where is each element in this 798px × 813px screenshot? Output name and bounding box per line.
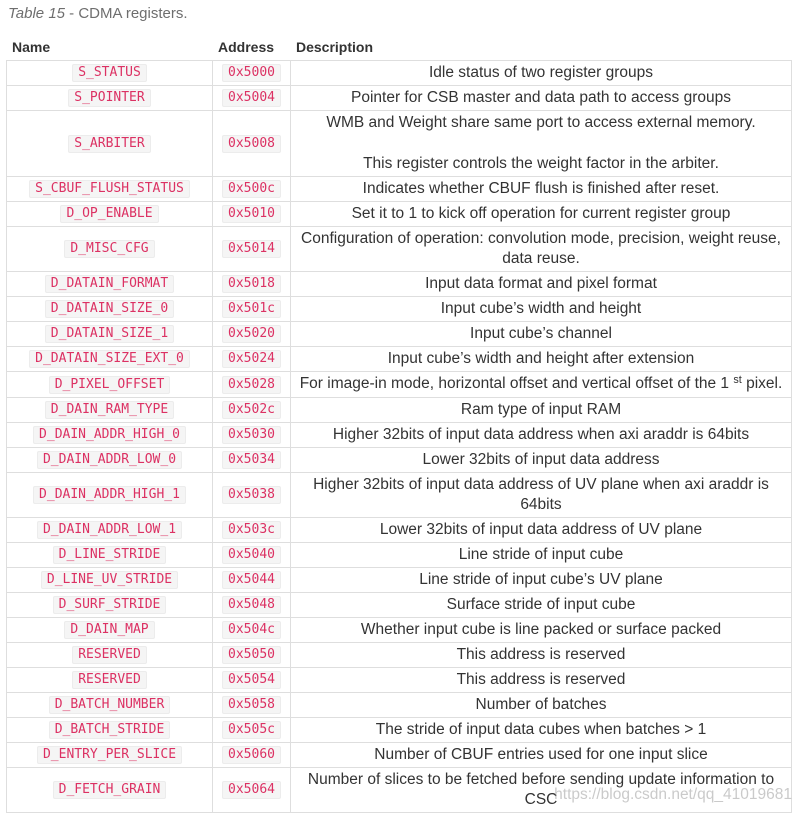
name-cell	[7, 693, 213, 717]
name-cell	[7, 61, 213, 85]
name-cell	[7, 543, 213, 567]
register-description: Line stride of input cube’s UV plane	[419, 571, 663, 588]
register-name: D_FETCH_GRAIN	[53, 781, 167, 799]
description-cell	[291, 643, 792, 667]
register-address: 0x501c	[222, 300, 281, 318]
register-description: Input cube’s width and height	[440, 300, 642, 317]
register-name: D_BATCH_NUMBER	[49, 696, 171, 714]
register-address: 0x5044	[222, 571, 281, 589]
name-cell	[7, 618, 213, 642]
name-cell	[7, 568, 213, 592]
register-row	[7, 543, 792, 568]
register-name: D_LINE_STRIDE	[53, 546, 167, 564]
register-description: Lower 32bits of input data address of UV plane	[379, 521, 703, 538]
address-cell	[213, 61, 291, 85]
register-description: Pointer for CSB master and data path to access groups	[351, 89, 731, 106]
register-address: 0x5058	[222, 696, 281, 714]
description-cell	[291, 398, 792, 422]
description-cell	[291, 423, 792, 447]
name-cell	[7, 448, 213, 472]
name-cell	[7, 668, 213, 692]
description-cell	[291, 448, 792, 472]
register-description: Idle status of two register groups	[428, 64, 653, 81]
description-cell	[291, 86, 792, 110]
register-row	[7, 202, 792, 227]
name-cell	[7, 518, 213, 542]
register-row	[7, 668, 792, 693]
register-address: 0x5010	[222, 205, 281, 223]
register-address: 0x5014	[222, 240, 281, 258]
name-cell	[7, 768, 213, 812]
register-row	[7, 86, 792, 111]
register-description: This address is reserved	[456, 646, 626, 663]
register-name: D_MISC_CFG	[64, 240, 154, 258]
description-text: For image-in mode, horizontal offset and vertical offset of the 1	[299, 375, 734, 392]
register-address: 0x5018	[222, 275, 281, 293]
address-cell	[213, 618, 291, 642]
address-cell	[213, 743, 291, 767]
name-cell	[7, 272, 213, 296]
register-name: D_DAIN_MAP	[64, 621, 154, 639]
description-cell	[291, 693, 792, 717]
register-address: 0x5050	[222, 646, 281, 664]
register-address: 0x5040	[222, 546, 281, 564]
register-name: RESERVED	[72, 646, 147, 664]
register-description: Input cube’s channel	[470, 325, 612, 342]
register-name: D_DAIN_ADDR_LOW_1	[37, 521, 182, 539]
description-paragraph: WMB and Weight share same port to access external memory.	[326, 114, 756, 131]
address-cell	[213, 227, 291, 271]
address-cell	[213, 111, 291, 176]
address-cell	[213, 593, 291, 617]
register-name: S_CBUF_FLUSH_STATUS	[29, 180, 190, 198]
register-name: D_OP_ENABLE	[60, 205, 158, 223]
register-address: 0x5030	[222, 426, 281, 444]
name-cell	[7, 86, 213, 110]
address-cell	[213, 372, 291, 397]
ordinal-superscript: st	[733, 374, 742, 387]
name-cell	[7, 593, 213, 617]
description-paragraph: This register controls the weight factor in the arbiter.	[363, 155, 719, 172]
register-address: 0x5024	[222, 350, 281, 368]
register-row	[7, 322, 792, 347]
register-address: 0x5048	[222, 596, 281, 614]
name-cell	[7, 322, 213, 346]
watermark: https://blog.csdn.net/qq_41019681	[554, 786, 792, 803]
register-row	[7, 743, 792, 768]
register-row	[7, 618, 792, 643]
register-address: 0x5008	[222, 135, 281, 153]
table-caption	[8, 4, 188, 24]
register-name: D_DAIN_ADDR_HIGH_0	[33, 426, 186, 444]
register-name: D_DAIN_ADDR_HIGH_1	[33, 486, 186, 504]
register-row	[7, 61, 792, 86]
register-name: RESERVED	[72, 671, 147, 689]
name-cell	[7, 227, 213, 271]
description-cell	[291, 518, 792, 542]
register-address: 0x5064	[222, 781, 281, 799]
register-description: Number of CBUF entries used for one input slice	[374, 746, 708, 763]
register-name: D_DATAIN_SIZE_EXT_0	[29, 350, 190, 368]
register-address: 0x505c	[222, 721, 281, 739]
description-text-end: pixel.	[741, 375, 783, 392]
name-cell	[7, 743, 213, 767]
register-description: Number of batches	[475, 696, 607, 713]
register-description: Higher 32bits of input data address of UV plane when axi araddr is 64bits	[313, 476, 769, 513]
description-cell	[291, 227, 792, 271]
register-address: 0x5000	[222, 64, 281, 82]
register-description: Set it to 1 to kick off operation for current register group	[351, 205, 731, 222]
address-cell	[213, 518, 291, 542]
table-number: Table 15	[8, 5, 65, 22]
address-cell	[213, 473, 291, 517]
column-header-description: Description	[296, 39, 374, 55]
table-header	[6, 36, 792, 58]
cdma-registers-table	[6, 60, 792, 813]
address-cell	[213, 272, 291, 296]
register-description: Number of slices to be fetched before sending update information to CSC	[307, 771, 775, 808]
description-cell	[291, 272, 792, 296]
register-description: This address is reserved	[456, 671, 626, 688]
description-cell	[291, 473, 792, 517]
name-cell	[7, 347, 213, 371]
description-cell	[291, 372, 792, 397]
register-row	[7, 177, 792, 202]
column-header-address: Address	[218, 39, 275, 55]
address-cell	[213, 177, 291, 201]
address-cell	[213, 448, 291, 472]
register-row	[7, 347, 792, 372]
register-name: D_DATAIN_SIZE_1	[45, 325, 174, 343]
description-cell	[291, 668, 792, 692]
register-name: D_LINE_UV_STRIDE	[41, 571, 178, 589]
register-address: 0x502c	[222, 401, 281, 419]
register-name: D_SURF_STRIDE	[53, 596, 167, 614]
register-row	[7, 372, 792, 398]
register-address: 0x5060	[222, 746, 281, 764]
address-cell	[213, 543, 291, 567]
register-row	[7, 518, 792, 543]
name-cell	[7, 423, 213, 447]
register-description: Lower 32bits of input data address	[422, 451, 660, 468]
address-cell	[213, 643, 291, 667]
register-name: S_ARBITER	[68, 135, 150, 153]
register-description: The stride of input data cubes when batches > 1	[375, 721, 707, 738]
register-row	[7, 593, 792, 618]
register-description: Indicates whether CBUF flush is finished after reset.	[362, 180, 720, 197]
register-description	[326, 113, 755, 174]
register-description: Input cube’s width and height after extension	[387, 350, 695, 367]
name-cell	[7, 643, 213, 667]
description-cell	[291, 111, 792, 176]
description-cell	[291, 202, 792, 226]
column-header-name: Name	[12, 39, 51, 55]
address-cell	[213, 297, 291, 321]
name-cell	[7, 202, 213, 226]
description-cell	[291, 743, 792, 767]
description-cell	[291, 543, 792, 567]
register-name: D_DAIN_ADDR_LOW_0	[37, 451, 182, 469]
register-description	[300, 374, 783, 395]
register-row	[7, 423, 792, 448]
description-cell	[291, 61, 792, 85]
description-cell	[291, 568, 792, 592]
address-cell	[213, 768, 291, 812]
description-cell	[291, 297, 792, 321]
register-row	[7, 768, 792, 813]
name-cell	[7, 372, 213, 397]
description-cell	[291, 618, 792, 642]
register-name: D_DAIN_RAM_TYPE	[45, 401, 174, 419]
register-name: S_POINTER	[68, 89, 150, 107]
address-cell	[213, 398, 291, 422]
register-address: 0x5038	[222, 486, 281, 504]
register-description: Higher 32bits of input data address when axi araddr is 64bits	[332, 426, 750, 443]
register-name: D_PIXEL_OFFSET	[49, 376, 171, 394]
description-cell	[291, 322, 792, 346]
name-cell	[7, 297, 213, 321]
address-cell	[213, 718, 291, 742]
register-row	[7, 568, 792, 593]
name-cell	[7, 111, 213, 176]
register-description: Ram type of input RAM	[460, 401, 622, 418]
register-description: Input data format and pixel format	[425, 275, 657, 292]
register-name: D_ENTRY_PER_SLICE	[37, 746, 182, 764]
register-description: Configuration of operation: convolution mode, precision, weight reuse, data reuse.	[301, 230, 781, 267]
table-title: - CDMA registers.	[65, 5, 188, 22]
register-description: Whether input cube is line packed or surface packed	[360, 621, 722, 638]
address-cell	[213, 668, 291, 692]
register-row	[7, 643, 792, 668]
register-address: 0x5004	[222, 89, 281, 107]
register-address: 0x5028	[222, 376, 281, 394]
name-cell	[7, 718, 213, 742]
description-cell	[291, 718, 792, 742]
register-row	[7, 297, 792, 322]
name-cell	[7, 473, 213, 517]
address-cell	[213, 423, 291, 447]
register-row	[7, 693, 792, 718]
register-address: 0x5020	[222, 325, 281, 343]
register-address: 0x5034	[222, 451, 281, 469]
register-description: Surface stride of input cube	[446, 596, 636, 613]
address-cell	[213, 322, 291, 346]
register-row	[7, 473, 792, 518]
register-row	[7, 272, 792, 297]
register-name: D_DATAIN_FORMAT	[45, 275, 174, 293]
register-name: S_STATUS	[72, 64, 147, 82]
description-cell	[291, 768, 792, 812]
register-address: 0x500c	[222, 180, 281, 198]
description-cell	[291, 177, 792, 201]
register-row	[7, 227, 792, 272]
address-cell	[213, 86, 291, 110]
description-cell	[291, 347, 792, 371]
register-row	[7, 718, 792, 743]
address-cell	[213, 568, 291, 592]
name-cell	[7, 177, 213, 201]
register-row	[7, 111, 792, 177]
name-cell	[7, 398, 213, 422]
register-name: D_BATCH_STRIDE	[49, 721, 171, 739]
register-address: 0x504c	[222, 621, 281, 639]
register-row	[7, 398, 792, 423]
register-description: Line stride of input cube	[458, 546, 624, 563]
register-name: D_DATAIN_SIZE_0	[45, 300, 174, 318]
register-row	[7, 448, 792, 473]
address-cell	[213, 347, 291, 371]
register-address: 0x503c	[222, 521, 281, 539]
address-cell	[213, 693, 291, 717]
description-cell	[291, 593, 792, 617]
register-address: 0x5054	[222, 671, 281, 689]
address-cell	[213, 202, 291, 226]
